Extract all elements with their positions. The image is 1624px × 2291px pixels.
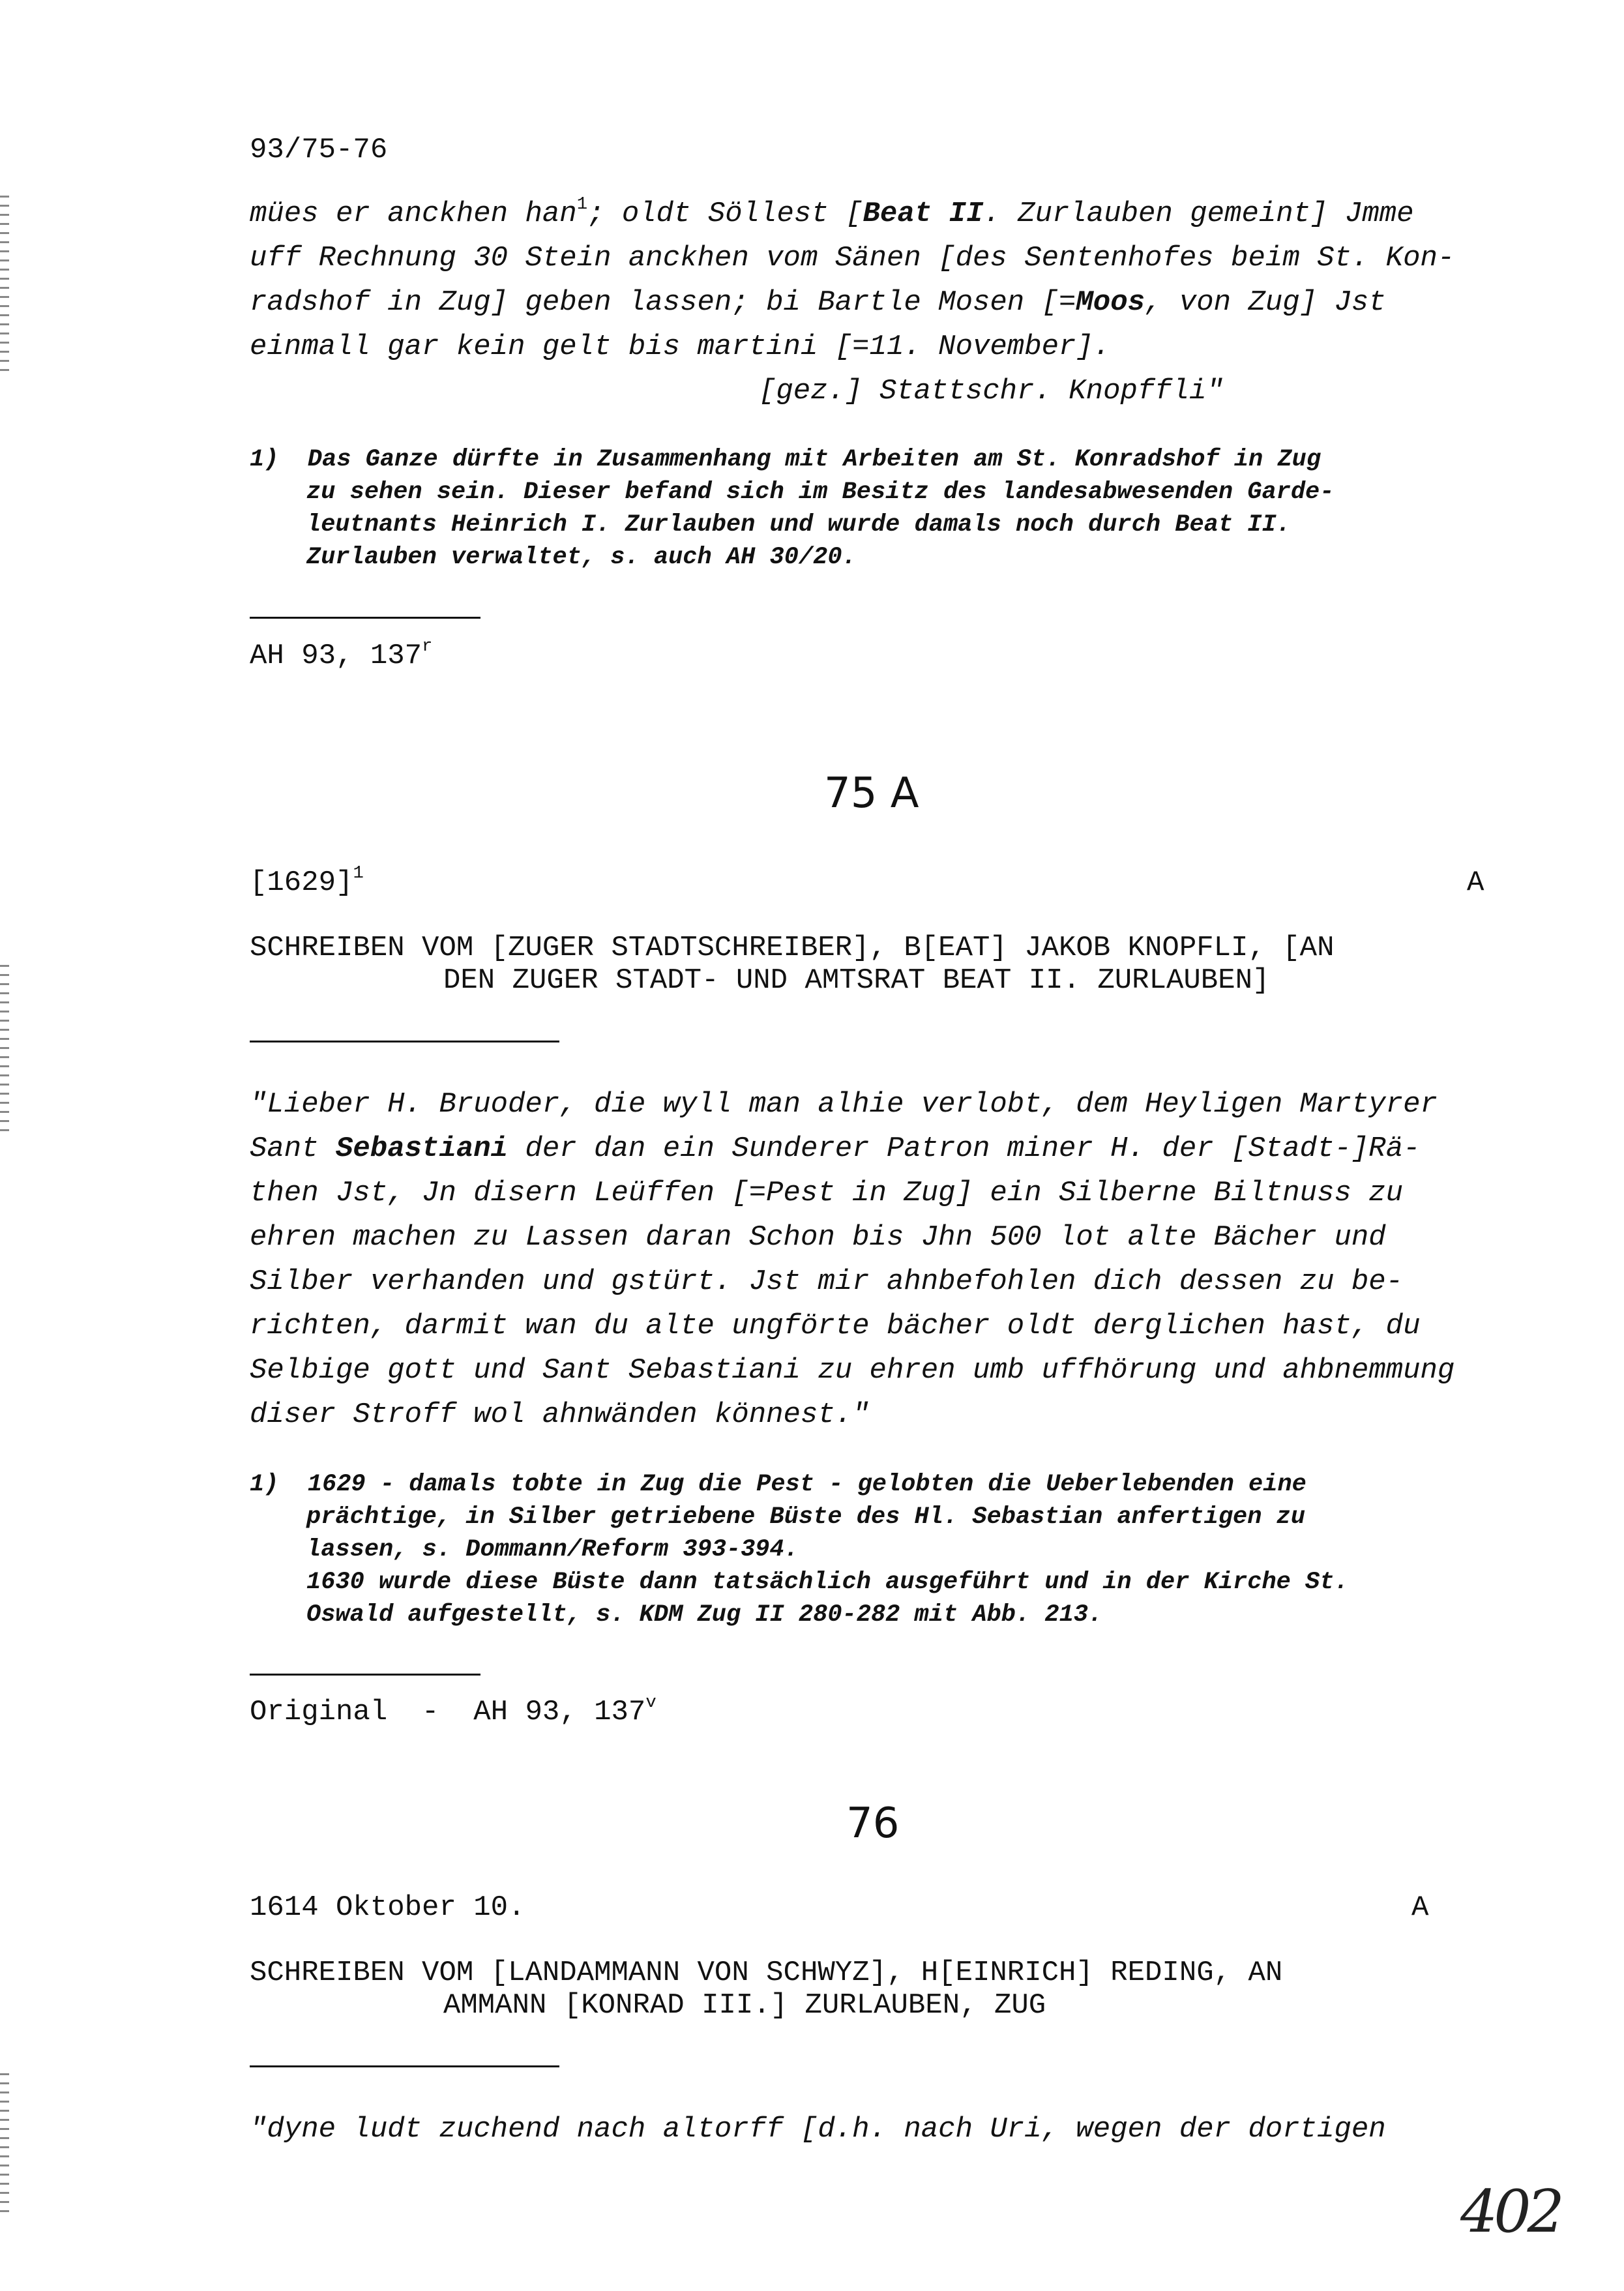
text-run: einmall gar kein gelt bis martini [=11. November].	[250, 331, 1111, 363]
text-run: 1630 wurde diese Büste dann tatsächlich ausgeführt und in der Kirche St.	[306, 1569, 1349, 1596]
document-number: 76	[846, 1799, 900, 1848]
text-run: ehren machen zu Lassen daran Schon bis Jhn 500 lot alte Bächer und	[250, 1221, 1386, 1254]
text-run: 1) 1629 - damals tobte in Zug die Pest - gelobten die Ueberlebenden eine	[250, 1471, 1307, 1498]
document-text-line: "dyne ludt zuchend nach altorff [d.h. nach Uri, wegen der dortigen	[250, 2113, 1386, 2146]
title-divider	[250, 2065, 559, 2067]
text-run: lassen, s. Dommann/Reform 393-394.	[306, 1536, 799, 1563]
text-run: prächtige, in Silber getriebene Büste des Hl. Sebastian anfertigen zu	[306, 1503, 1306, 1531]
text-run: "Lieber H. Bruoder, die wyll man alhie verlobt, dem Heyligen Martyrer	[250, 1088, 1438, 1121]
text-run: uff Rechnung 30 Stein anckhen vom Sänen [des Sentenhofes beim St. Kon-	[250, 242, 1455, 274]
text-run: , von Zug] Jst	[1145, 286, 1386, 319]
document-date: 1614 Oktober 10.	[250, 1891, 525, 1924]
text-run: leutnants	[306, 511, 452, 539]
text-run: diser Stroff wol ahnwänden könnest."	[250, 1398, 870, 1431]
document-type-letter: A	[1411, 1891, 1429, 1924]
footnote-line	[306, 476, 1334, 509]
scan-margin-mark	[0, 2073, 9, 2217]
text-run: Sant	[250, 1132, 336, 1165]
text-line	[250, 325, 1110, 369]
text-line	[250, 1393, 870, 1437]
text-line	[250, 1304, 1421, 1348]
page-reference: 93/75-76	[250, 134, 388, 166]
document-title-line: AMMANN [KONRAD III.] ZURLAUBEN, ZUG	[443, 1989, 1046, 2022]
text-line	[250, 236, 1454, 280]
footnote-line	[250, 443, 1321, 476]
text-run: Silber verhanden und gstürt. Jst mir ahnbefohlen dich dessen zu be-	[250, 1265, 1404, 1298]
text-run: . Zurlauben gemeint] Jmme	[983, 198, 1414, 230]
text-run: Selbige gott und Sant Sebastiani zu ehren umb uffhörung und ahbnemmung	[250, 1354, 1455, 1387]
scan-margin-mark	[0, 965, 9, 1134]
text-run: then Jst, Jn disern Leüffen [=Pest in Zug] ein Silberne Biltnuss zu	[250, 1177, 1404, 1209]
text-run: der dan ein Sunderer Patron miner H. der [Stadt-]Rä-	[508, 1132, 1421, 1165]
text-line	[250, 1082, 1438, 1127]
text-run: richten, darmit wan du alte ungförte bächer oldt derglichen hast, du	[250, 1310, 1421, 1342]
text-line	[250, 280, 1386, 325]
text-run: Moos	[1076, 286, 1145, 319]
source-reference: AH 93, 137$^r$	[250, 636, 433, 672]
footnote-line	[306, 509, 1291, 541]
text-run: ; oldt Söllest [	[587, 198, 863, 230]
text-line	[250, 1171, 1403, 1215]
source-reference: Original - AH 93, 137$^v$	[250, 1692, 657, 1728]
text-run: Zurlauben verwaltet, s. auch AH 30/20.	[306, 544, 857, 571]
text-line	[250, 192, 1413, 236]
text-run: Beat II	[863, 198, 984, 230]
footnote-line	[250, 1468, 1307, 1501]
handwritten-page-number: 402	[1460, 2178, 1561, 2246]
footnote-line	[306, 541, 857, 574]
text-line	[250, 1260, 1403, 1304]
text-run: radshof in Zug] geben lassen; bi Bartle Mosen [=	[250, 286, 1076, 319]
text-run: zu sehen sein. Dieser befand sich im Besitz des landesabwesenden Garde-	[306, 479, 1335, 506]
document-date: $[1629]^1$	[250, 863, 364, 899]
title-divider	[250, 1041, 559, 1042]
text-run: Sebastiani	[336, 1132, 509, 1165]
footnote-line	[306, 1501, 1305, 1533]
text-run: Heinrich	[451, 511, 567, 539]
document-title-line: SCHREIBEN VOM [LANDAMMANN VON SCHWYZ], H[EINRICH] REDING, AN	[250, 1957, 1283, 1989]
source-divider	[250, 617, 480, 619]
footnote-line	[306, 1533, 799, 1566]
text-line	[250, 1348, 1454, 1393]
footnote-marker: 1	[576, 194, 588, 214]
document-title-line: SCHREIBEN VOM [ZUGER STADTSCHREIBER], B[EAT] JAKOB KNOPFLI, [AN	[250, 932, 1335, 964]
text-run: mües er anckhen han	[250, 198, 577, 230]
text-run: I. Zurlauben und wurde damals noch durch Beat II.	[567, 511, 1291, 539]
source-divider	[250, 1674, 480, 1676]
text-run: [gez.] Stattschr. Knopffli"	[759, 375, 1224, 407]
footnote-line	[306, 1599, 1102, 1631]
document-type-letter: A	[1467, 866, 1484, 899]
scan-margin-mark	[0, 196, 9, 378]
document-title-line: DEN ZUGER STADT- UND AMTSRAT BEAT II. ZURLAUBEN]	[443, 964, 1270, 997]
text-line	[250, 1127, 1421, 1171]
footnote-line	[306, 1566, 1349, 1599]
text-line	[759, 369, 1224, 413]
text-run: 1) Das Ganze dürfte in Zusammenhang mit Arbeiten am St. Konradshof in Zug	[250, 446, 1321, 473]
text-run: Oswald aufgestellt, s. KDM Zug II 280-282 mit Abb. 213.	[306, 1601, 1103, 1629]
document-number: 75 A	[824, 769, 919, 818]
text-line	[250, 1215, 1386, 1260]
